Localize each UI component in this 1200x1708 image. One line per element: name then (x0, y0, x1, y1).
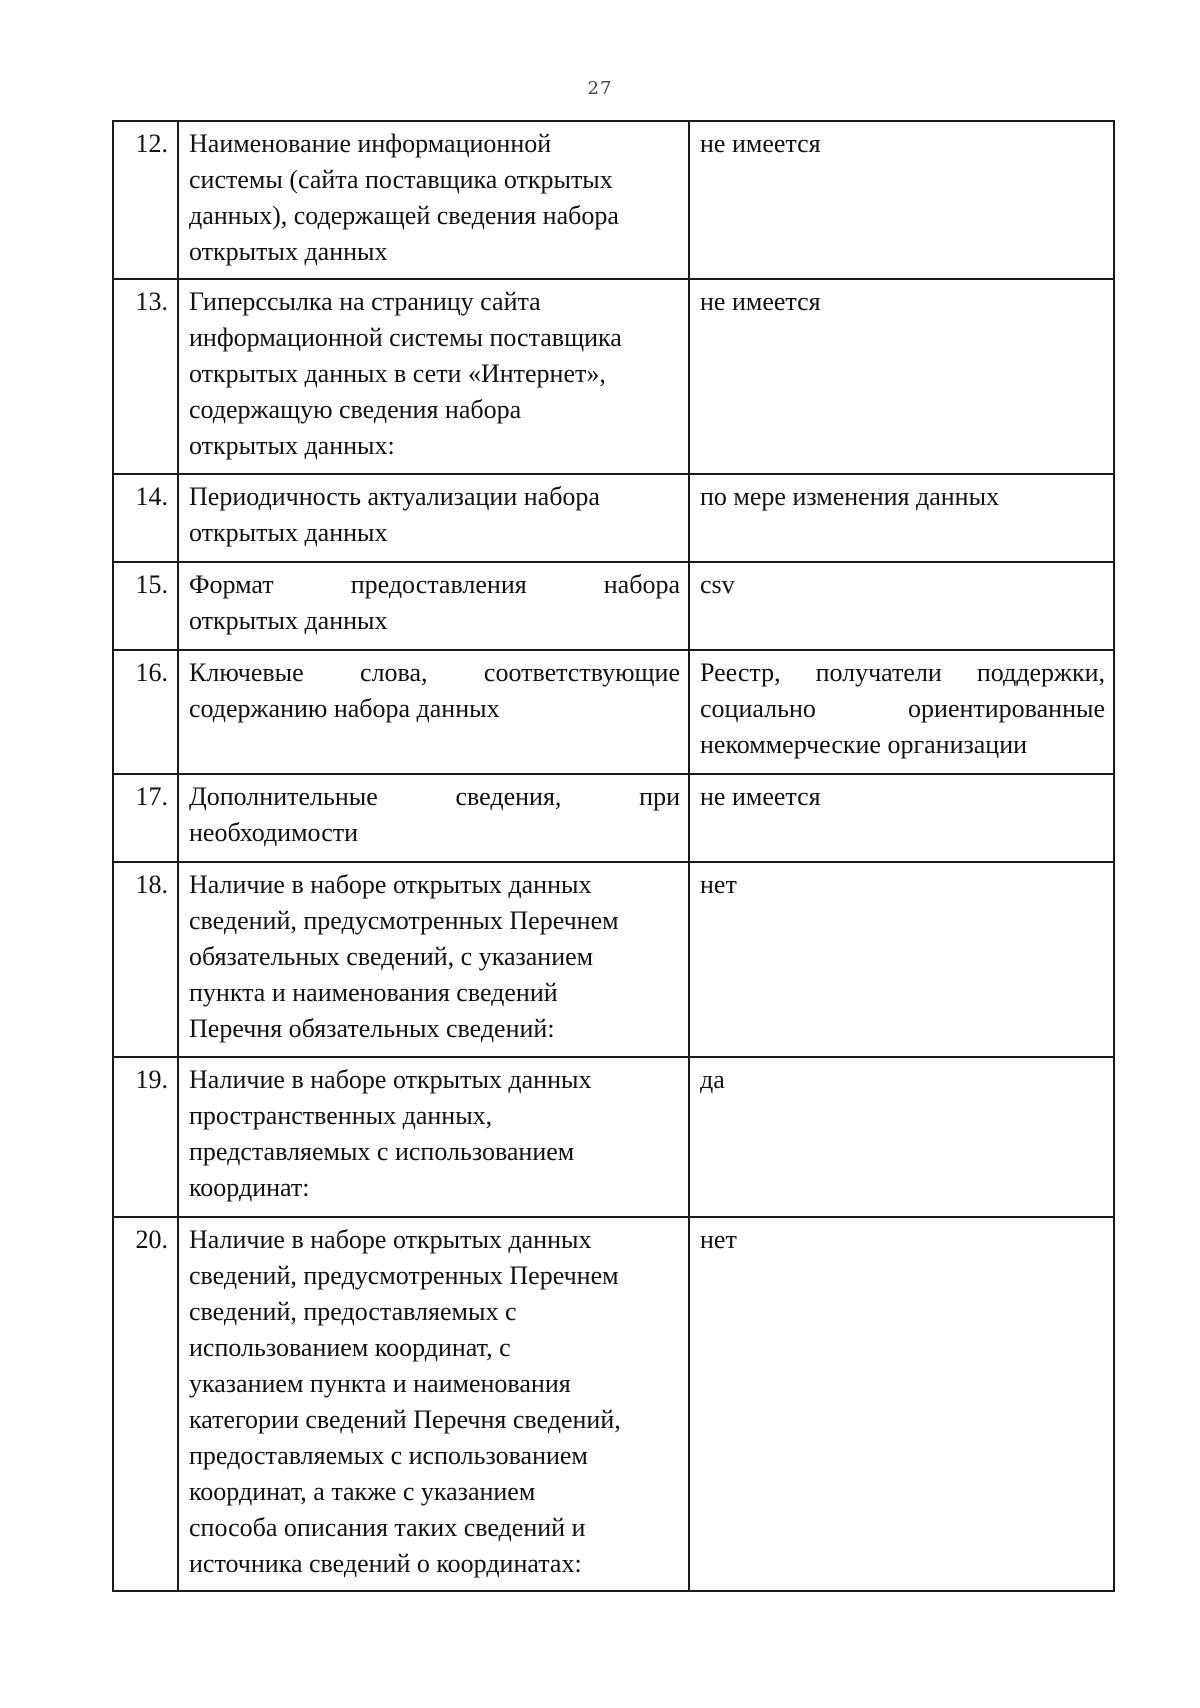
field-name-line: категории сведений Перечня сведений, (189, 1405, 621, 1434)
field-name-line: открытых данных (189, 237, 388, 266)
field-name-line: координат, а также с указанием (189, 1477, 536, 1506)
word: предоставления (350, 570, 527, 599)
table-row (113, 474, 1114, 562)
row-field-value (689, 562, 1114, 650)
field-name-line: Наименование информационной (189, 129, 552, 158)
row-field-name (178, 774, 689, 862)
row-field-value (689, 279, 1114, 474)
field-name-line: предоставляемых с использованием (189, 1441, 588, 1470)
word: Формат (189, 570, 274, 599)
row-number: 15. (113, 562, 178, 650)
word: Дополнительные (189, 782, 378, 811)
field-name-line: открытых данных в сети «Интернет», (189, 359, 606, 388)
field-value-justified-line (700, 691, 1105, 727)
field-name-line: Гиперссылка на страницу сайта (189, 287, 541, 316)
table-row (113, 650, 1114, 774)
field-name-line: пространственных данных, (189, 1101, 493, 1130)
word: ориентированные (908, 694, 1105, 723)
field-name-line: сведений, предоставляемых с (189, 1297, 517, 1326)
field-value-line: не имеется (700, 129, 821, 158)
field-name-line: необходимости (189, 818, 359, 847)
field-value-justified-line (700, 655, 1105, 691)
field-name-line: представляемых с использованием (189, 1137, 575, 1166)
field-name-line: открытых данных (189, 518, 388, 547)
field-value-line: csv (700, 570, 735, 599)
field-name-line: открытых данных: (189, 431, 395, 460)
open-data-passport-table (112, 120, 1115, 1592)
row-number: 13. (113, 279, 178, 474)
table-row (113, 1057, 1114, 1217)
field-value-line: не имеется (700, 287, 821, 316)
row-field-value (689, 650, 1114, 774)
field-name-justified-line (189, 655, 680, 691)
row-number: 17. (113, 774, 178, 862)
field-name-line: источника сведений о координатах: (189, 1549, 582, 1578)
field-name-line: информационной системы поставщика (189, 323, 622, 352)
field-name-justified-line (189, 779, 680, 815)
row-field-value (689, 862, 1114, 1057)
field-name-line: Наличие в наборе открытых данных (189, 870, 592, 899)
word: социально (700, 694, 816, 723)
field-value-line: некоммерческие организации (700, 730, 1028, 759)
field-value-line: не имеется (700, 782, 821, 811)
table-row (113, 862, 1114, 1057)
field-value-line: по мере изменения данных (700, 482, 1000, 511)
field-name-line: системы (сайта поставщика открытых (189, 165, 613, 194)
row-number: 20. (113, 1217, 178, 1591)
word: набора (603, 570, 680, 599)
row-number: 19. (113, 1057, 178, 1217)
field-name-line: координат: (189, 1173, 310, 1202)
row-number: 16. (113, 650, 178, 774)
field-name-line: Периодичность актуализации набора (189, 482, 600, 511)
field-name-line: сведений, предусмотренных Перечнем (189, 906, 619, 935)
row-field-name (178, 279, 689, 474)
word: при (639, 782, 680, 811)
word: соответствующие (483, 658, 680, 687)
word: Ключевые (189, 658, 304, 687)
field-name-line: данных), содержащей сведения набора (189, 201, 619, 230)
field-name-line: сведений, предусмотренных Перечнем (189, 1261, 619, 1290)
row-number: 12. (113, 121, 178, 279)
word: поддержки, (976, 658, 1105, 687)
field-name-line: использованием координат, с (189, 1333, 511, 1362)
row-number: 18. (113, 862, 178, 1057)
field-name-line: пункта и наименования сведений (189, 978, 558, 1007)
field-name-line: способа описания таких сведений и (189, 1513, 586, 1542)
row-field-name (178, 1057, 689, 1217)
table-row (113, 279, 1114, 474)
table-row (113, 774, 1114, 862)
word: сведения, (455, 782, 562, 811)
field-name-line: Наличие в наборе открытых данных (189, 1065, 592, 1094)
field-name-line: открытых данных (189, 606, 388, 635)
row-field-name (178, 1217, 689, 1591)
row-field-value (689, 1057, 1114, 1217)
field-name-line: Перечня обязательных сведений: (189, 1014, 555, 1043)
field-value-line: да (700, 1065, 725, 1094)
field-name-line: указанием пункта и наименования (189, 1369, 571, 1398)
row-field-value (689, 1217, 1114, 1591)
table-row (113, 562, 1114, 650)
row-number: 14. (113, 474, 178, 562)
row-field-name (178, 862, 689, 1057)
field-value-line: нет (700, 870, 737, 899)
row-field-name (178, 562, 689, 650)
row-field-name (178, 121, 689, 279)
row-field-value (689, 121, 1114, 279)
field-name-line: содержащую сведения набора (189, 395, 522, 424)
table-row (113, 121, 1114, 279)
field-name-line: Наличие в наборе открытых данных (189, 1225, 592, 1254)
row-field-value (689, 774, 1114, 862)
word: Реестр, (700, 658, 781, 687)
word: слова, (360, 658, 428, 687)
page-number: 27 (587, 78, 613, 99)
field-value-line: нет (700, 1225, 737, 1254)
row-field-name (178, 474, 689, 562)
table-row (113, 1217, 1114, 1591)
field-name-justified-line (189, 567, 680, 603)
field-name-line: содержанию набора данных (189, 694, 500, 723)
field-name-line: обязательных сведений, с указанием (189, 942, 594, 971)
word: получатели (815, 658, 942, 687)
row-field-value (689, 474, 1114, 562)
row-field-name (178, 650, 689, 774)
